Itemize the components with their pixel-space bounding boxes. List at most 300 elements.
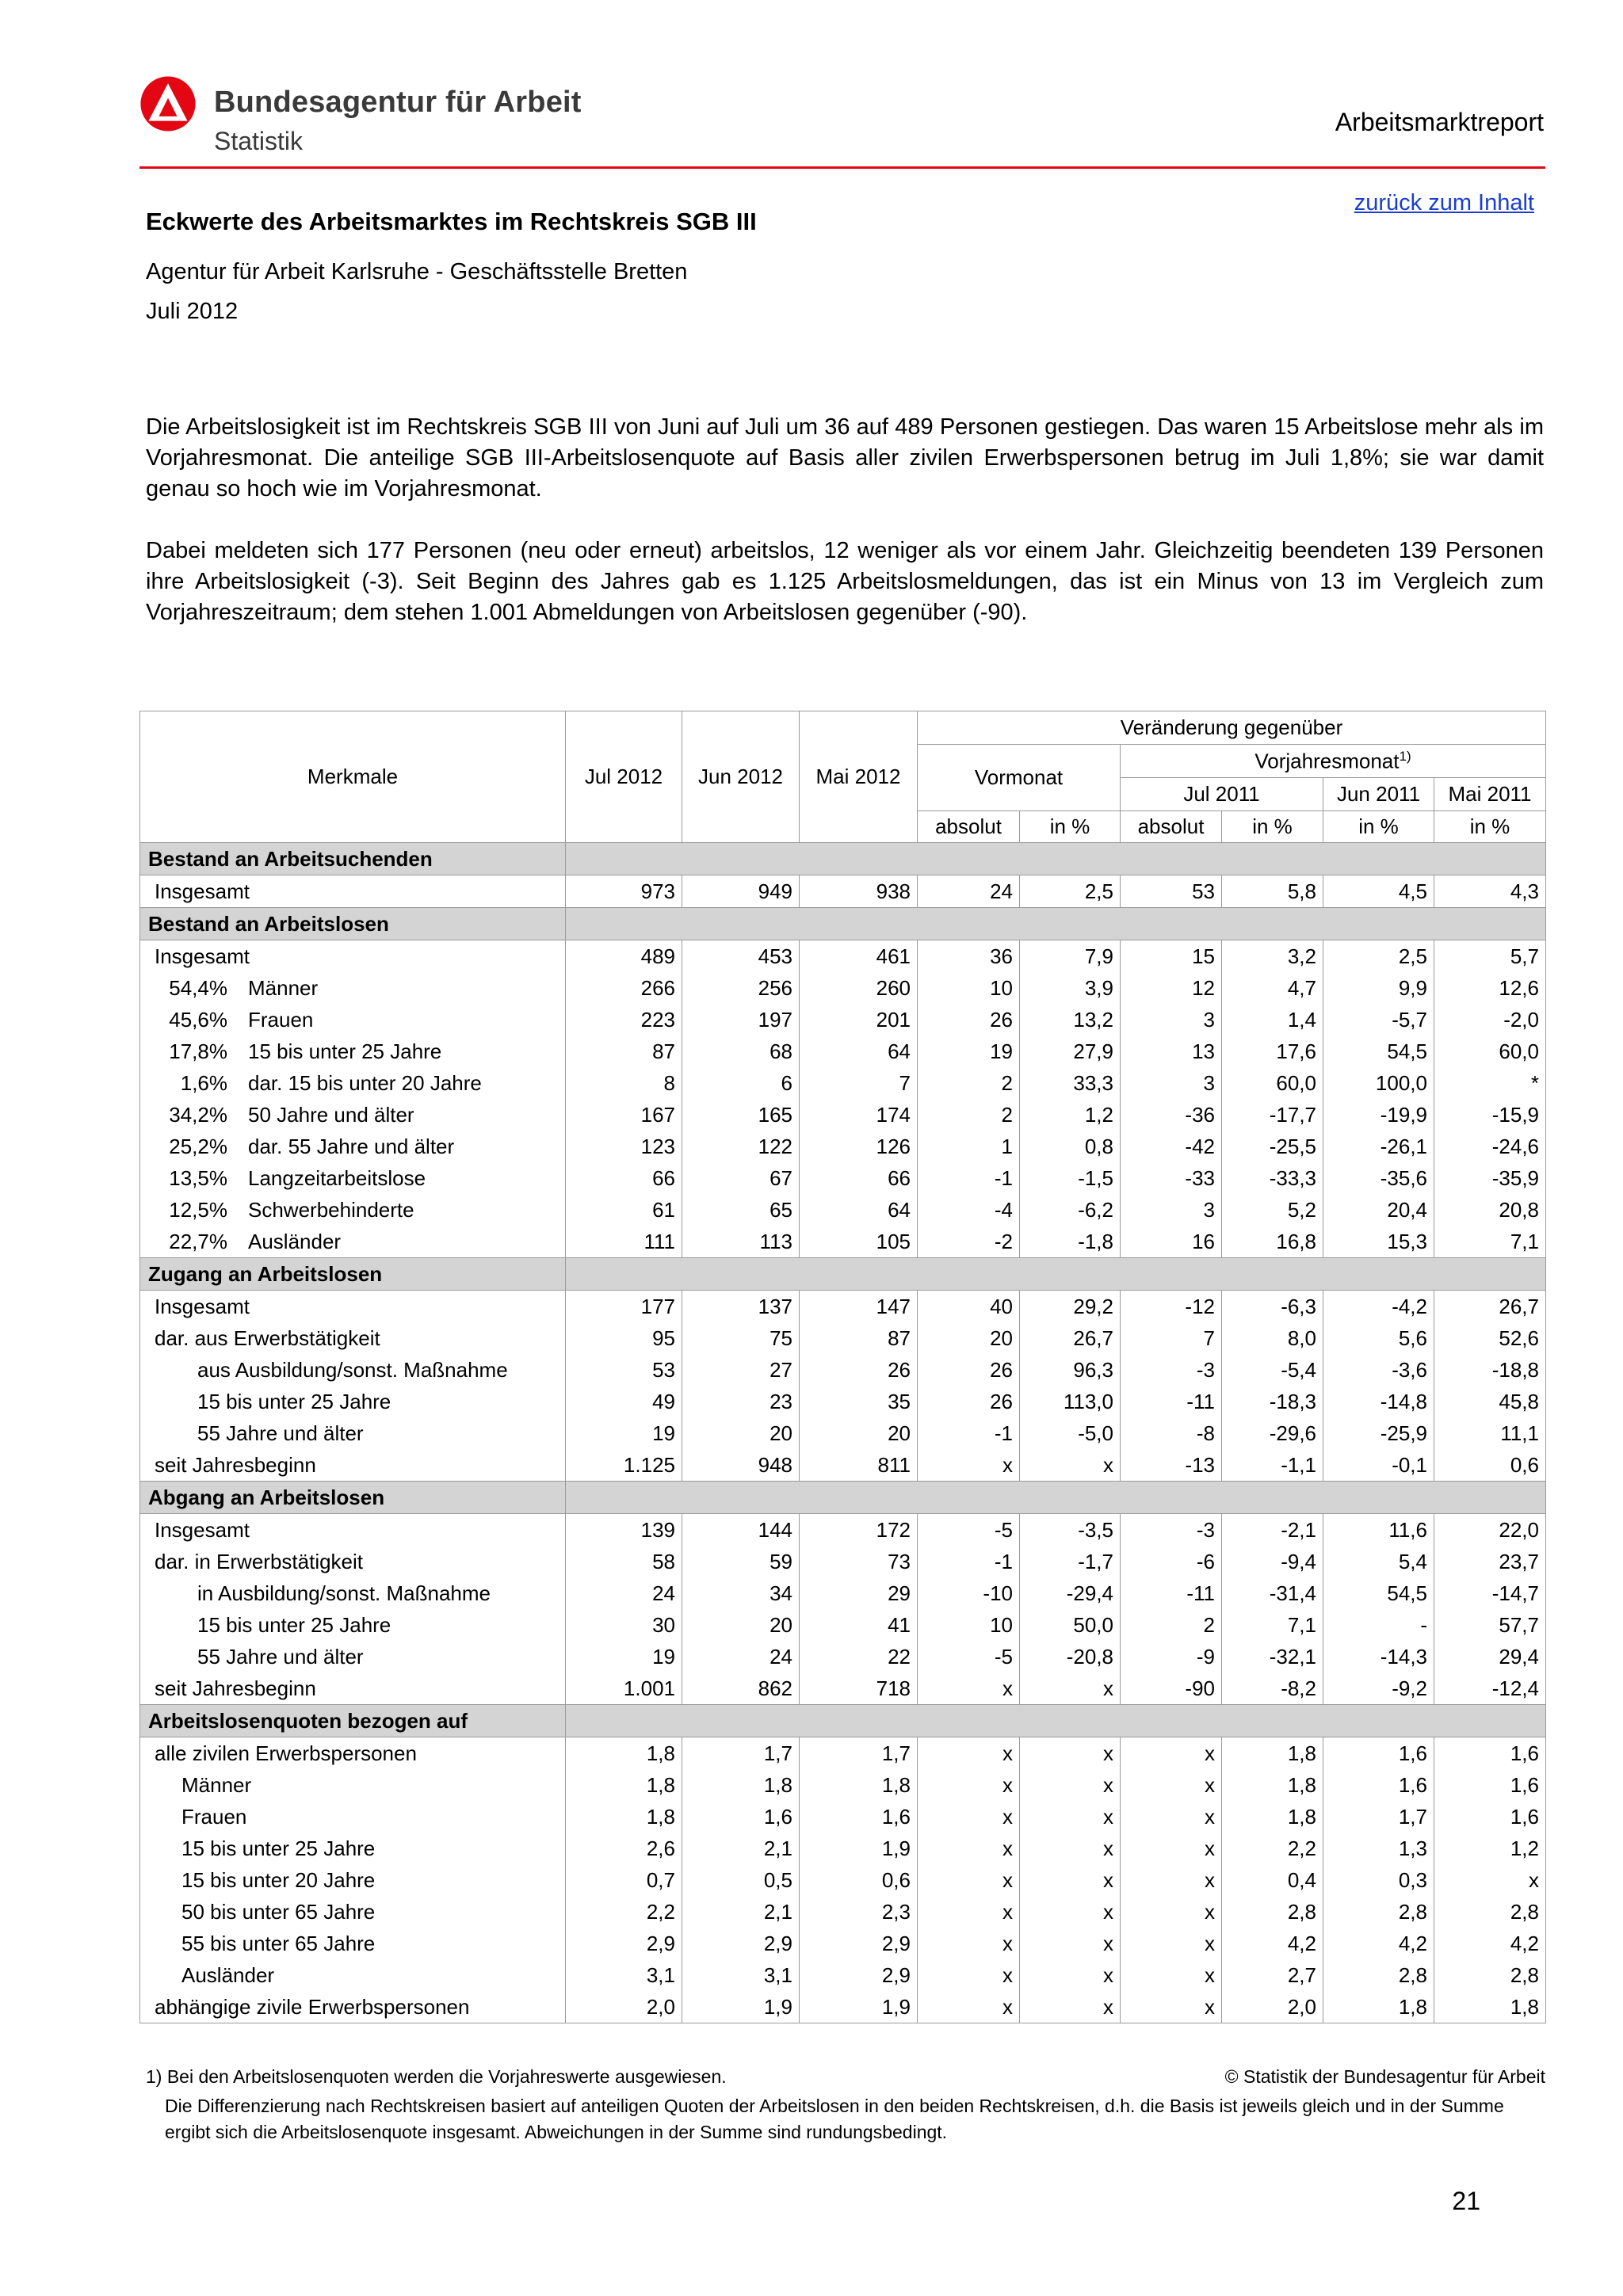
value-cell: 2,0: [1222, 1991, 1323, 2023]
value-cell: 1,6: [800, 1801, 918, 1833]
value-cell: 26: [918, 1354, 1020, 1386]
value-cell: 1.001: [566, 1672, 682, 1705]
value-cell: -10: [918, 1577, 1020, 1609]
value-cell: 260: [800, 972, 918, 1004]
value-cell: 33,3: [1020, 1067, 1121, 1099]
value-cell: -29,4: [1020, 1577, 1121, 1609]
table-row: [140, 1959, 1546, 1991]
value-cell: 11,6: [1323, 1514, 1434, 1547]
value-cell: 23: [682, 1386, 800, 1417]
value-cell: 19: [566, 1641, 682, 1672]
value-cell: 1,8: [1222, 1801, 1323, 1833]
value-cell: 6: [682, 1067, 800, 1099]
value-cell: 65: [682, 1194, 800, 1226]
value-cell: -9,2: [1323, 1672, 1434, 1705]
share-percent: 34,2%: [169, 1102, 227, 1127]
value-cell: 197: [682, 1004, 800, 1035]
table-row: [140, 1067, 1546, 1099]
table-row: [140, 1035, 1546, 1067]
value-cell: 5,2: [1222, 1194, 1323, 1226]
row-label-cell: [140, 1291, 566, 1323]
row-label-cell: [140, 1577, 566, 1609]
value-cell: -35,9: [1434, 1162, 1546, 1194]
value-cell: 2,9: [682, 1928, 800, 1959]
value-cell: 15: [1121, 940, 1222, 973]
value-cell: -9,4: [1222, 1546, 1323, 1577]
header-absolut: absolut: [918, 811, 1020, 843]
value-cell: 7: [1121, 1322, 1222, 1354]
row-label: Ausländer: [248, 1229, 342, 1253]
value-cell: -1,1: [1222, 1449, 1323, 1482]
value-cell: 223: [566, 1004, 682, 1035]
row-label: 15 bis unter 20 Jahre: [181, 1867, 376, 1892]
value-cell: 123: [566, 1131, 682, 1162]
value-cell: 75: [682, 1322, 800, 1354]
row-label-cell: [140, 972, 566, 1004]
row-label-cell: [140, 1641, 566, 1672]
row-label: 55 Jahre und älter: [197, 1644, 364, 1669]
summary-paragraph-2: Dabei meldeten sich 177 Personen (neu oder erneut) arbeitslos, 12 weniger als vor einem Jahr. Gleichzeitig beendeten 139 Personen ihre Arbeitslosigkeit (-3). Seit Beginn des Jahres gab es 1.125 Arbeitslosmeldungen, das ist ein Minus von 13 im Vergleich zum Vorjahreszeitraum; dem stehen 1.001 Abmeldungen von Arbeitslosen gegenüber (-90).: [146, 538, 1544, 625]
value-cell: x: [918, 1737, 1020, 1770]
section-fill: [566, 908, 1546, 940]
row-label-cell: [140, 1737, 566, 1770]
value-cell: -1,7: [1020, 1546, 1121, 1577]
value-cell: 68: [682, 1035, 800, 1067]
footnote-2: Die Differenzierung nach Rechtskreisen basiert auf anteiligen Quoten der Arbeitslosen in den beiden Rechtskreisen, d.h. die Basis ist jeweils gleich und in der Summe ergibt sich die Arbeitslosenquote insgesamt. Abweichungen in der Summe sind rundungsbedingt.: [165, 2096, 1504, 2142]
value-cell: x: [1020, 1864, 1121, 1896]
value-cell: 45,8: [1434, 1386, 1546, 1417]
value-cell: -0,1: [1323, 1449, 1434, 1482]
value-cell: 13,2: [1020, 1004, 1121, 1035]
value-cell: -19,9: [1323, 1099, 1434, 1131]
section-fill: [566, 1482, 1546, 1514]
value-cell: 1,2: [1434, 1833, 1546, 1864]
value-cell: -9: [1121, 1641, 1222, 1672]
value-cell: -5: [918, 1514, 1020, 1547]
section-fill: [566, 1705, 1546, 1737]
header-in-pct: in %: [1020, 811, 1121, 843]
value-cell: x: [1020, 1928, 1121, 1959]
table-row: [140, 1131, 1546, 1162]
value-cell: 1,8: [566, 1769, 682, 1801]
value-cell: 26: [918, 1004, 1020, 1035]
value-cell: x: [1121, 1991, 1222, 2023]
section-fill: [566, 843, 1546, 875]
value-cell: 1,6: [1434, 1769, 1546, 1801]
value-cell: 973: [566, 875, 682, 908]
value-cell: 3,1: [566, 1959, 682, 1991]
header-vormonat: Vormonat: [918, 745, 1121, 811]
row-label-cell: [140, 1801, 566, 1833]
row-label: Insgesamt: [155, 1294, 250, 1318]
value-cell: -5,7: [1323, 1004, 1434, 1035]
value-cell: 5,7: [1434, 940, 1546, 973]
value-cell: -11: [1121, 1386, 1222, 1417]
value-cell: 7,1: [1434, 1226, 1546, 1258]
value-cell: 1,6: [1434, 1737, 1546, 1770]
value-cell: 948: [682, 1449, 800, 1482]
table-body: [140, 843, 1546, 2023]
value-cell: 29,2: [1020, 1291, 1121, 1323]
value-cell: 34: [682, 1577, 800, 1609]
value-cell: -1,5: [1020, 1162, 1121, 1194]
table-row: [140, 875, 1546, 908]
value-cell: 137: [682, 1291, 800, 1323]
row-label: seit Jahresbeginn: [155, 1676, 316, 1700]
value-cell: 29: [800, 1577, 918, 1609]
table-row: [140, 940, 1546, 973]
value-cell: 87: [800, 1322, 918, 1354]
value-cell: 266: [566, 972, 682, 1004]
table-row: [140, 1737, 1546, 1770]
share-percent: 12,5%: [169, 1197, 227, 1222]
back-to-contents-link[interactable]: zurück zum Inhalt: [1354, 190, 1534, 215]
value-cell: 0,7: [566, 1864, 682, 1896]
value-cell: x: [918, 1672, 1020, 1705]
row-label-cell: [140, 1354, 566, 1386]
table-row: [140, 1672, 1546, 1705]
row-label-cell: [140, 1928, 566, 1959]
value-cell: 0,6: [800, 1864, 918, 1896]
value-cell: -2,1: [1222, 1514, 1323, 1547]
value-cell: 144: [682, 1514, 800, 1547]
row-label: dar. aus Erwerbstätigkeit: [155, 1325, 380, 1350]
value-cell: x: [1020, 1991, 1121, 2023]
value-cell: 122: [682, 1131, 800, 1162]
value-cell: 24: [918, 875, 1020, 908]
section-row: [140, 1482, 1546, 1514]
value-cell: 1,6: [682, 1801, 800, 1833]
value-cell: -18,3: [1222, 1386, 1323, 1417]
value-cell: 27,9: [1020, 1035, 1121, 1067]
value-cell: 2,2: [1222, 1833, 1323, 1864]
value-cell: 10: [918, 1609, 1020, 1641]
value-cell: -5,4: [1222, 1354, 1323, 1386]
value-cell: 30: [566, 1609, 682, 1641]
row-label: 15 bis unter 25 Jahre: [248, 1039, 442, 1063]
value-cell: 23,7: [1434, 1546, 1546, 1577]
value-cell: 165: [682, 1099, 800, 1131]
value-cell: -24,6: [1434, 1131, 1546, 1162]
value-cell: 1,6: [1323, 1737, 1434, 1770]
row-label-cell: [140, 1769, 566, 1801]
row-label: aus Ausbildung/sonst. Maßnahme: [197, 1357, 508, 1382]
header-jun-2011: Jun 2011: [1323, 778, 1434, 811]
section-label: Bestand an Arbeitslosen: [140, 908, 566, 940]
value-cell: 139: [566, 1514, 682, 1547]
value-cell: 13: [1121, 1035, 1222, 1067]
value-cell: -1: [918, 1162, 1020, 1194]
row-label-cell: [140, 1864, 566, 1896]
region-subtitle: Agentur für Arbeit Karlsruhe - Geschäftsstelle Bretten: [146, 259, 688, 284]
section-row: [140, 843, 1546, 875]
value-cell: x: [1020, 1896, 1121, 1928]
value-cell: x: [1121, 1833, 1222, 1864]
value-cell: -17,7: [1222, 1099, 1323, 1131]
header-vorjahresmonat: Vorjahresmonat$^{1)}$: [1121, 745, 1546, 778]
value-cell: 22,0: [1434, 1514, 1546, 1547]
header-merkmale: Merkmale: [140, 711, 566, 843]
value-cell: 24: [682, 1641, 800, 1672]
value-cell: 19: [566, 1417, 682, 1449]
value-cell: -8: [1121, 1417, 1222, 1449]
value-cell: 60,0: [1434, 1035, 1546, 1067]
value-cell: 201: [800, 1004, 918, 1035]
header-in-pct: in %: [1434, 811, 1546, 843]
value-cell: 2,8: [1323, 1896, 1434, 1928]
org-subtitle: Statistik: [214, 127, 304, 155]
table-row: [140, 1991, 1546, 2023]
value-cell: 57,7: [1434, 1609, 1546, 1641]
value-cell: 811: [800, 1449, 918, 1482]
value-cell: 3: [1121, 1067, 1222, 1099]
row-label: abhängige zivile Erwerbspersonen: [155, 1994, 470, 2019]
row-label-cell: [140, 1099, 566, 1131]
row-label-cell: [140, 1449, 566, 1482]
value-cell: 26,7: [1020, 1322, 1121, 1354]
share-percent: 1,6%: [180, 1070, 227, 1095]
value-cell: 26,7: [1434, 1291, 1546, 1323]
summary-paragraph-1: Die Arbeitslosigkeit ist im Rechtskreis SGB III von Juni auf Juli um 36 auf 489 Personen gestiegen. Das waren 15 Arbeitslose mehr als im Vorjahresmonat. Die anteilige SGB III-Arbeitslosenquote auf Basis aller zivilen Erwerbspersonen betrug im Juli 1,8%; sie war damit genau so hoch wie im Vorjahresmonat.: [146, 414, 1544, 502]
value-cell: 172: [800, 1514, 918, 1547]
value-cell: -13: [1121, 1449, 1222, 1482]
value-cell: x: [918, 1864, 1020, 1896]
value-cell: 54,5: [1323, 1577, 1434, 1609]
value-cell: 105: [800, 1226, 918, 1258]
value-cell: -2,0: [1434, 1004, 1546, 1035]
value-cell: -3,5: [1020, 1514, 1121, 1547]
value-cell: 126: [800, 1131, 918, 1162]
header-jun-2012: Jun 2012: [682, 711, 800, 843]
value-cell: 0,8: [1020, 1131, 1121, 1162]
row-label-cell: [140, 940, 566, 973]
value-cell: x: [1020, 1672, 1121, 1705]
value-cell: x: [1121, 1864, 1222, 1896]
value-cell: -26,1: [1323, 1131, 1434, 1162]
header-jul-2011: Jul 2011: [1121, 778, 1323, 811]
value-cell: -33,3: [1222, 1162, 1323, 1194]
row-label-cell: [140, 1131, 566, 1162]
row-label-cell: [140, 1035, 566, 1067]
row-label: Schwerbehinderte: [248, 1197, 414, 1222]
ba-logo-icon: [139, 75, 197, 132]
row-label-cell: [140, 1386, 566, 1417]
row-label: in Ausbildung/sonst. Maßnahme: [197, 1581, 491, 1605]
value-cell: 58: [566, 1546, 682, 1577]
value-cell: 96,3: [1020, 1354, 1121, 1386]
value-cell: x: [918, 1449, 1020, 1482]
footnote-1: 1) Bei den Arbeitslosenquoten werden die Vorjahreswerte ausgewiesen.: [146, 2066, 727, 2087]
value-cell: 53: [1121, 875, 1222, 908]
value-cell: -42: [1121, 1131, 1222, 1162]
value-cell: 5,6: [1323, 1322, 1434, 1354]
table-header: [140, 711, 1546, 843]
table-row: [140, 1641, 1546, 1672]
section-row: [140, 1258, 1546, 1291]
table-row: [140, 1609, 1546, 1641]
value-cell: 0,4: [1222, 1864, 1323, 1896]
value-cell: *: [1434, 1067, 1546, 1099]
row-label-cell: [140, 875, 566, 908]
table-row: [140, 1514, 1546, 1547]
value-cell: 2,5: [1323, 940, 1434, 973]
share-percent: 54,4%: [169, 975, 227, 1000]
value-cell: 4,7: [1222, 972, 1323, 1004]
value-cell: 8,0: [1222, 1322, 1323, 1354]
value-cell: 489: [566, 940, 682, 973]
value-cell: 2,7: [1222, 1959, 1323, 1991]
value-cell: 22: [800, 1641, 918, 1672]
value-cell: 20,4: [1323, 1194, 1434, 1226]
row-label: dar. 15 bis unter 20 Jahre: [248, 1070, 482, 1095]
value-cell: 61: [566, 1194, 682, 1226]
value-cell: 5,8: [1222, 875, 1323, 908]
value-cell: 1,8: [566, 1737, 682, 1770]
value-cell: 1,8: [1323, 1991, 1434, 2023]
value-cell: 15,3: [1323, 1226, 1434, 1258]
value-cell: -33: [1121, 1162, 1222, 1194]
value-cell: 1,8: [800, 1769, 918, 1801]
row-label: Insgesamt: [155, 1517, 250, 1542]
value-cell: 12,6: [1434, 972, 1546, 1004]
value-cell: 1,9: [800, 1991, 918, 2023]
value-cell: 1,8: [566, 1801, 682, 1833]
section-row: [140, 1705, 1546, 1737]
table-row: [140, 1801, 1546, 1833]
value-cell: -3: [1121, 1514, 1222, 1547]
row-label: 50 bis unter 65 Jahre: [181, 1899, 376, 1924]
value-cell: 3,1: [682, 1959, 800, 1991]
value-cell: 66: [800, 1162, 918, 1194]
value-cell: 113,0: [1020, 1386, 1121, 1417]
value-cell: 0,6: [1434, 1449, 1546, 1482]
value-cell: 1,8: [1222, 1769, 1323, 1801]
section-row: [140, 908, 1546, 940]
share-percent: 17,8%: [169, 1039, 227, 1063]
value-cell: 95: [566, 1322, 682, 1354]
row-label: 55 Jahre und älter: [197, 1421, 364, 1445]
copyright: © Statistik der Bundesagentur für Arbeit: [1224, 2066, 1545, 2087]
header-absolut: absolut: [1121, 811, 1222, 843]
value-cell: 2,8: [1323, 1959, 1434, 1991]
section-fill: [566, 1258, 1546, 1291]
value-cell: x: [918, 1833, 1020, 1864]
value-cell: -90: [1121, 1672, 1222, 1705]
value-cell: 938: [800, 875, 918, 908]
section-label: Zugang an Arbeitslosen: [140, 1258, 566, 1291]
value-cell: 113: [682, 1226, 800, 1258]
page-title: Eckwerte des Arbeitsmarktes im Rechtskreis SGB III: [146, 208, 757, 235]
row-label-cell: [140, 1004, 566, 1035]
value-cell: 100,0: [1323, 1067, 1434, 1099]
row-label: Frauen: [181, 1804, 247, 1829]
share-percent: 13,5%: [169, 1165, 227, 1190]
row-label-cell: [140, 1194, 566, 1226]
value-cell: -1: [918, 1546, 1020, 1577]
table-row: [140, 1226, 1546, 1258]
value-cell: 1,8: [1222, 1737, 1323, 1770]
value-cell: 1,9: [800, 1833, 918, 1864]
header-jul-2012: Jul 2012: [566, 711, 682, 843]
value-cell: -8,2: [1222, 1672, 1323, 1705]
value-cell: x: [1020, 1801, 1121, 1833]
row-label: Ausländer: [181, 1962, 275, 1987]
value-cell: x: [1121, 1959, 1222, 1991]
row-label-cell: [140, 1162, 566, 1194]
section-label: Abgang an Arbeitslosen: [140, 1482, 566, 1514]
value-cell: x: [1121, 1801, 1222, 1833]
share-percent: 22,7%: [169, 1229, 227, 1253]
value-cell: x: [1020, 1737, 1121, 1770]
value-cell: 2,1: [682, 1833, 800, 1864]
value-cell: 12: [1121, 972, 1222, 1004]
value-cell: 16,8: [1222, 1226, 1323, 1258]
value-cell: 10: [918, 972, 1020, 1004]
value-cell: 2,3: [800, 1896, 918, 1928]
row-label: alle zivilen Erwerbspersonen: [155, 1741, 417, 1765]
row-label: 15 bis unter 25 Jahre: [197, 1612, 391, 1637]
value-cell: 20: [682, 1609, 800, 1641]
value-cell: 54,5: [1323, 1035, 1434, 1067]
value-cell: x: [918, 1959, 1020, 1991]
value-cell: 73: [800, 1546, 918, 1577]
value-cell: -12,4: [1434, 1672, 1546, 1705]
row-label-cell: [140, 1067, 566, 1099]
section-label: Bestand an Arbeitsuchenden: [140, 843, 566, 875]
value-cell: 9,9: [1323, 972, 1434, 1004]
value-cell: 1,7: [800, 1737, 918, 1770]
value-cell: 1,6: [1323, 1769, 1434, 1801]
row-label-cell: [140, 1514, 566, 1547]
value-cell: -1,8: [1020, 1226, 1121, 1258]
value-cell: x: [1020, 1769, 1121, 1801]
value-cell: 17,6: [1222, 1035, 1323, 1067]
value-cell: 24: [566, 1577, 682, 1609]
value-cell: 2,8: [1222, 1896, 1323, 1928]
value-cell: 718: [800, 1672, 918, 1705]
value-cell: 20,8: [1434, 1194, 1546, 1226]
value-cell: -3: [1121, 1354, 1222, 1386]
value-cell: 64: [800, 1194, 918, 1226]
value-cell: 35: [800, 1386, 918, 1417]
value-cell: 2,6: [566, 1833, 682, 1864]
value-cell: 2,9: [566, 1928, 682, 1959]
value-cell: 2,1: [682, 1896, 800, 1928]
value-cell: 2,0: [566, 1991, 682, 2023]
value-cell: x: [1121, 1737, 1222, 1770]
value-cell: 2,9: [800, 1928, 918, 1959]
share-percent: 45,6%: [169, 1007, 227, 1032]
value-cell: 1,8: [1434, 1991, 1546, 2023]
table-row: [140, 1928, 1546, 1959]
value-cell: 1,6: [1434, 1801, 1546, 1833]
value-cell: -: [1323, 1609, 1434, 1641]
value-cell: 949: [682, 875, 800, 908]
value-cell: x: [918, 1769, 1020, 1801]
value-cell: -35,6: [1323, 1162, 1434, 1194]
share-percent: 25,2%: [169, 1134, 227, 1158]
table-row: [140, 1004, 1546, 1035]
value-cell: -25,9: [1323, 1417, 1434, 1449]
row-label: 55 bis unter 65 Jahre: [181, 1931, 376, 1955]
value-cell: -6,2: [1020, 1194, 1121, 1226]
value-cell: 3: [1121, 1004, 1222, 1035]
row-label: Männer: [248, 975, 319, 1000]
value-cell: 461: [800, 940, 918, 973]
value-cell: -14,3: [1323, 1641, 1434, 1672]
row-label: Männer: [181, 1772, 252, 1797]
value-cell: 1,4: [1222, 1004, 1323, 1035]
